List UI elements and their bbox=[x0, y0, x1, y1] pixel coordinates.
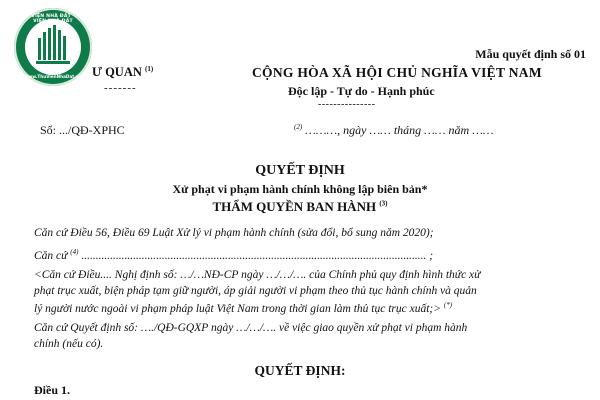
form-number: Mẫu quyết định số 01 bbox=[475, 47, 586, 61]
legal-basis-3-line3-text: lý người nước ngoài vi phạm pháp luật Việt Nam trong thời gian làm thủ tục trục xuất;> bbox=[34, 302, 441, 315]
legal-basis-3-line2: phạt trục xuất, biện pháp tạm giữ người, áp giải người vi phạm theo thủ tục hành chính và quản bbox=[34, 285, 477, 297]
logo-text-bottom: www.ThuVienNhaDat.vn bbox=[24, 74, 82, 79]
agency-label: Ư QUAN bbox=[92, 65, 142, 80]
legal-basis-3-line3 bbox=[34, 301, 452, 315]
publisher-logo bbox=[14, 8, 92, 86]
document-subtitle: Xử phạt vi phạm hành chính không lập biên bản* bbox=[172, 182, 428, 196]
agency-rule: ------- bbox=[104, 82, 137, 94]
agency-footnote: (1) bbox=[145, 65, 154, 73]
document-number: Số: .../QĐ-XPHC bbox=[40, 123, 125, 137]
decision-heading: QUYẾT ĐỊNH: bbox=[254, 363, 346, 378]
issuing-authority bbox=[0, 199, 600, 215]
logo-text-top: THƯ VIỆN NHÀ ĐẤT · THƯ VIỆN NHÀ ĐẤT bbox=[18, 14, 88, 24]
national-motto: Độc lập - Tự do - Hạnh phúc bbox=[288, 84, 435, 98]
legal-basis-3-line1: <Căn cứ Điều.... Nghị định số: …/…NĐ-CP ngày …/…/…. của Chính phủ quy định hình thức xử bbox=[34, 269, 481, 281]
legal-basis-2-prefix: Căn cứ bbox=[34, 249, 68, 262]
legal-basis-4-line2: chính (nếu có). bbox=[34, 338, 104, 350]
legal-basis-2-footnote: (4) bbox=[70, 248, 79, 256]
national-title: CỘNG HÒA XÃ HỘI CHỦ NGHĨA VIỆT NAM bbox=[252, 65, 542, 80]
legal-basis-2 bbox=[34, 248, 433, 262]
issuing-agency bbox=[92, 65, 153, 80]
legal-basis-4-line1: Căn cứ Quyết định số: …./QĐ-GQXP ngày …/…/…. về việc giao quyền xử phạt vi phạm hành bbox=[34, 322, 468, 334]
legal-basis-1: Căn cứ Điều 56, Điều 69 Luật Xử lý vi phạm hành chính (sửa đổi, bổ sung năm 2020); bbox=[34, 227, 434, 239]
document-title: QUYẾT ĐỊNH bbox=[255, 163, 345, 178]
authority-label: THẨM QUYỀN BAN HÀNH bbox=[212, 199, 377, 214]
place-date bbox=[294, 123, 494, 138]
article-1-label: Điều 1. bbox=[34, 383, 70, 397]
place-footnote: (2) bbox=[294, 123, 303, 131]
authority-footnote: (3) bbox=[379, 199, 388, 208]
motto-rule: --------------- bbox=[318, 99, 376, 110]
place-date-text: ………, ngày …… tháng …… năm …… bbox=[305, 123, 494, 137]
legal-basis-3-footnote: (*) bbox=[443, 301, 453, 309]
legal-basis-2-rest: ........................................................................................................................ ; bbox=[81, 249, 434, 262]
